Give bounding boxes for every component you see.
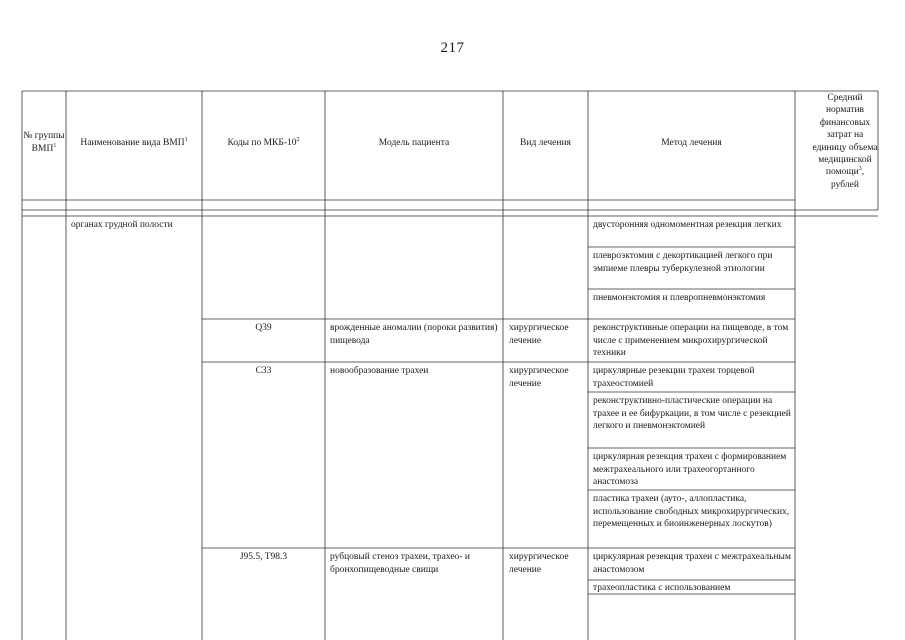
patient-model-row2: врожденные аномалии (пороки развития) пищевода	[330, 323, 498, 346]
header-treatment-type: Вид лечения	[520, 138, 571, 148]
header-icd-codes: Коды по МКБ-$10^2$	[227, 136, 300, 148]
method-row3-1: циркулярные резекции трахеи торцевой трахеостомией	[593, 366, 755, 389]
treatment-type-row3: хирургическое лечение	[509, 366, 569, 389]
page-number: 217	[440, 40, 465, 56]
vmp-name-cell: органах грудной полости	[71, 220, 173, 230]
method-row1-3: пневмонэктомия и плевропневмонэктомия	[593, 293, 766, 303]
method-row4-2: трахеопластика с использованием	[593, 583, 731, 593]
method-row1-2: плевроэктомия с декортикацией легкого при эмпиеме плевры туберкулезной этиологии	[593, 251, 773, 274]
patient-model-row3: новообразование трахеи	[330, 366, 429, 376]
treatment-type-row4: хирургическое лечение	[509, 552, 569, 575]
method-row3-2: реконструктивно-пластические операции на трахее и ее бифуркации, в том числе с резекцией легкого и пневмонэктомией	[593, 396, 791, 431]
method-row4-1: циркулярная резекция трахеи с межтрахеальным анастомозом	[593, 552, 791, 575]
icd-code-row2: Q39	[255, 323, 272, 333]
patient-model-row4: рубцовый стеноз трахеи, трахео- и бронхопищеводные свищи	[330, 552, 470, 575]
header-group-number: № группы ВМП$^1$	[23, 131, 65, 154]
header-cost-norm: Средний норматив финансовых затрат на единицу объема медицинской помощи$^3$, рублей	[812, 93, 878, 190]
method-row3-3: циркулярная резекция трахеи с формированием межтрахеального или трахеогортанного анастомоза	[593, 452, 787, 487]
method-row1-1: двусторонняя одномоментная резекция легких	[593, 220, 782, 230]
icd-code-row4: J95.5, T98.3	[239, 552, 288, 562]
header-treatment-method: Метод лечения	[661, 138, 722, 148]
method-row2-1: реконструктивные операции на пищеводе, в том числе с применением микрохирургической техники	[593, 323, 789, 358]
method-row3-4: пластика трахеи (ауто-, аллопластика, использование свободных микрохирургических, перемещенных и биоинженерных лоскутов)	[593, 494, 790, 529]
header-patient-model: Модель пациента	[378, 138, 450, 148]
icd-code-row3: C33	[255, 366, 272, 376]
header-vmp-name: Наименование вида ВМП$^1$	[80, 136, 188, 148]
treatment-type-row2: хирургическое лечение	[509, 323, 569, 346]
